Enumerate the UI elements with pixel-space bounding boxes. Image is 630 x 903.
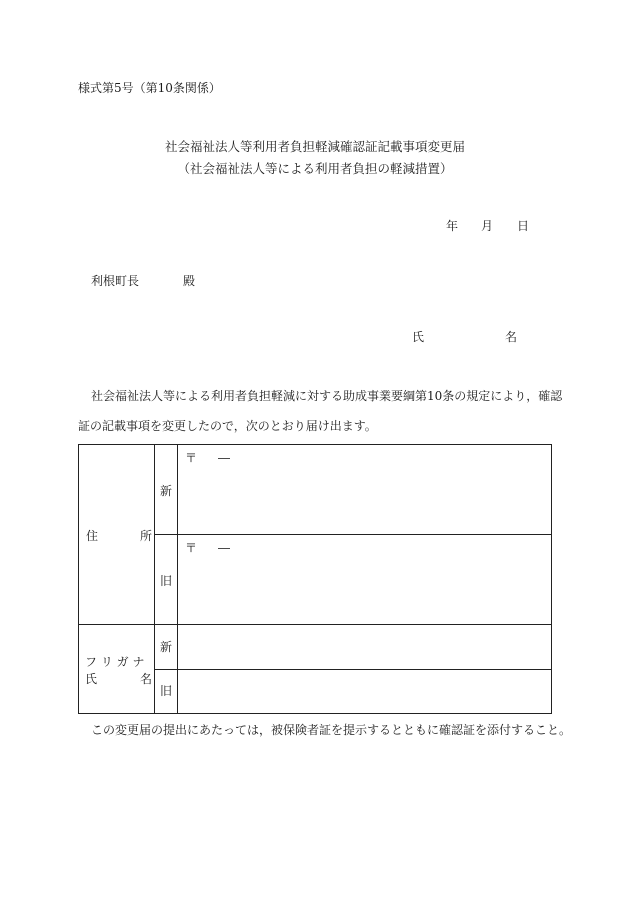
sub-label-column-divider bbox=[177, 445, 178, 713]
address-new-label: 新 bbox=[160, 484, 173, 498]
body-text-line-2: 証の記載事項を変更したので，次のとおり届け出ます。 bbox=[78, 419, 377, 433]
date-day-label: 日 bbox=[517, 219, 530, 233]
footer-note: この変更届の提出にあたっては，被保険者証を提示するとともに確認証を添付すること。 bbox=[91, 723, 572, 737]
applicant-name-label-shi: 氏 bbox=[412, 330, 425, 344]
name-label-shi: 氏 bbox=[85, 672, 98, 686]
address-new-old-divider bbox=[154, 534, 551, 535]
addressee-honorific: 殿 bbox=[183, 274, 196, 288]
form-subtitle: （社会福祉法人等による利用者負担の軽減措置） bbox=[177, 161, 453, 176]
date-month-label: 月 bbox=[481, 219, 494, 233]
old-postal-mark: 〒 bbox=[185, 541, 198, 555]
change-form-table bbox=[78, 444, 552, 714]
new-postal-dash: ― bbox=[218, 451, 230, 465]
name-old-label: 旧 bbox=[160, 684, 173, 698]
furigana-label: フ リ ガ ナ bbox=[85, 655, 145, 669]
name-label-mei: 名 bbox=[140, 672, 153, 686]
label-column-divider bbox=[154, 445, 155, 713]
old-postal-dash: ― bbox=[218, 541, 230, 555]
new-postal-mark: 〒 bbox=[185, 451, 198, 465]
body-text-line-1: 社会福祉法人等による利用者負担軽減に対する助成事業要綱第10条の規定により，確認 bbox=[91, 389, 563, 403]
addressee-name: 利根町長 bbox=[91, 274, 140, 288]
address-label-ju: 住 bbox=[86, 529, 99, 543]
name-new-label: 新 bbox=[160, 640, 173, 654]
date-year-label: 年 bbox=[446, 219, 459, 233]
applicant-name-label-mei: 名 bbox=[505, 330, 518, 344]
address-old-label: 旧 bbox=[160, 574, 173, 588]
form-title: 社会福祉法人等利用者負担軽減確認証記載事項変更届 bbox=[164, 139, 465, 154]
address-label-sho: 所 bbox=[140, 529, 153, 543]
form-number: 様式第5号（第10条関係） bbox=[78, 81, 221, 95]
name-new-old-divider bbox=[154, 669, 551, 670]
address-name-section-divider bbox=[79, 624, 551, 625]
